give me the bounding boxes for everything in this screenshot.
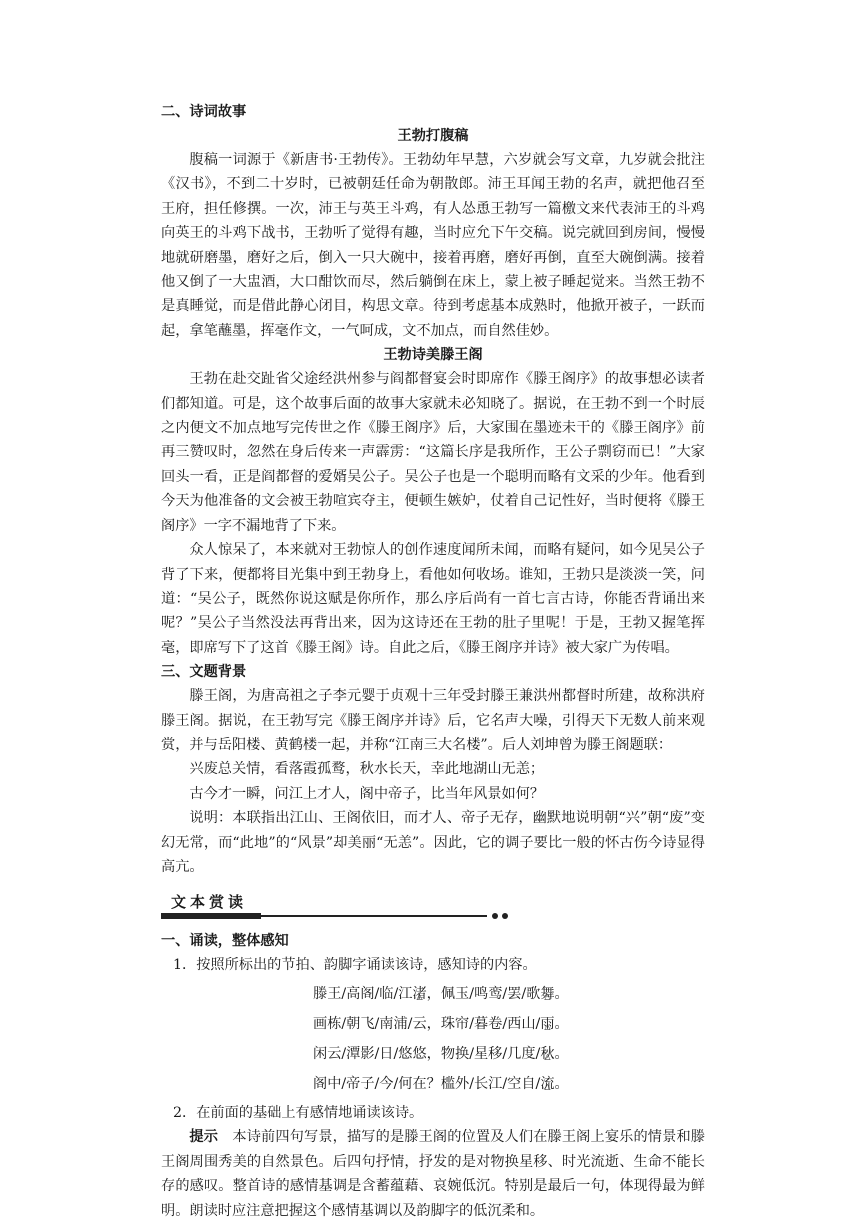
poem-line: 阁中/帝子/今/何在？槛外/长江/空自/流 △。 [313, 1069, 705, 1099]
document-page [161, 100, 705, 1223]
story-title-tengwangge: 王勃诗美滕王阁 [383, 347, 483, 364]
rhyme-mark: 秋 △ [540, 1039, 554, 1069]
banner-dot [502, 913, 508, 919]
background-paragraph: 滕王阁，为唐高祖之子李元婴于贞观十三年受封滕王兼洪州都督时所建，故称洪府滕王阁。据说，在王勃写完《滕王阁序并诗》后，它名声大噪，引得天下无数人前来观赏，并与岳阳楼、黄鹤楼一起，并称“江南三大名楼”。后人刘坤曾为滕王阁题联： [161, 688, 705, 753]
rhyme-mark: 舞 △ [540, 979, 554, 1009]
banner-dot [492, 913, 498, 919]
rhyme-mark: 渚 △ [412, 979, 426, 1009]
reading-banner [161, 891, 705, 925]
rhyme-mark: 雨 △ [540, 1009, 554, 1039]
banner-rule [261, 915, 487, 917]
tip-label: 提示 [189, 1129, 219, 1146]
question-1: 1．按照所标出的节拍、韵脚字诵读该诗，感知诗的内容。 [173, 957, 537, 974]
banner-title: 文本赏读 [171, 893, 248, 912]
story-paragraph: 腹稿一词源于《新唐书·王勃传》。王勃幼年早慧，六岁就会写文章，九岁就会批注《汉书》，不到二十岁时，已被朝廷任命为朝散郎。沛王耳闻王勃的名声，就把他召至王府，担任修撰。一次，沛王与英王斗鸡，有人怂恿王勃写一篇檄文来代表沛王的斗鸡向英王的斗鸡下战书，王勃听了觉得有趣，当时应允下午交稿。说完就回到房间，慢慢地就研磨墨，磨好之后，倒入一只大碗中，接着再磨，磨好再倒，直至大碗倒满。接着他又倒了一大盅酒，大口酣饮而尽，然后躺倒在床上，蒙上被子睡起觉来。当然王勃不是真睡觉，而是借此静心闭目，构思文章。待到考虑基本成熟时，他掀开被子，一跃而起，拿笔蘸墨，挥毫作文，一气呵成，文不加点，而自然佳妙。 [161, 152, 705, 339]
question-2: 2．在前面的基础上有感情地诵读该诗。 [173, 1105, 424, 1122]
story-paragraph: 众人惊呆了，本来就对王勃惊人的创作速度闻所未闻，而略有疑问，如今见吴公子背了下来，便都将目光集中到王勃身上，看他如何收场。谁知，王勃只是淡淡一笑，问道：“吴公子，既然你说这赋是你所作，那么序后尚有一首七言古诗，你能否背诵出来呢？”吴公子当然没法再背出来，因为这诗还在王勃的肚子里呢！于是，王勃又握笔挥毫，即席写下了这首《滕王阁》诗。自此之后，《滕王阁序并诗》被大家广为传唱。 [161, 542, 705, 656]
tip-paragraph [161, 1125, 705, 1223]
couplet-line: 古今才一瞬，问江上才人，阁中帝子，比当年风景如何？ [189, 785, 545, 802]
story-title-fugao: 王勃打腹稿 [397, 128, 469, 144]
poem-block [161, 979, 705, 1099]
story-paragraph: 王勃在赴交趾省父途经洪州参与阎都督宴会时即席作《滕王阁序》的故事想必读者们都知道。可是，这个故事后面的故事大家就未必知晓了。据说，在王勃不到一个时辰之内便文不加点地写完传世之作《滕王阁序》后，大家围在墨迹未干的《滕王阁序》前再三赞叹时，忽然在身后传来一声霹雳：“这篇长序是我所作，王公子剽窃而已！”大家回头一看，正是阎都督的爱婿吴公子。吴公子也是一个聪明而略有文采的少年。他看到今天为他准备的文会被王勃喧宾夺主，便顿生嫉妒，仗着自己记性好，当时便将《滕王阁序》一字不漏地背了下来。 [161, 371, 705, 534]
tip-text: 本诗前四句写景，描写的是滕王阁的位置及人们在滕王阁上宴乐的情景和滕王阁周围秀美的自然景色。后四句抒情，抒发的是对物换星移、时光流逝、生命不能长存的感叹。整首诗的感情基调是含蓄蕴藉、哀婉低沉。特别是最后一句，体现得最为鲜明。朗读时应注意把握这个感情基调以及韵脚字的低沉柔和。 [161, 1129, 705, 1219]
rhyme-mark: 流 △ [540, 1069, 554, 1099]
poem-line: 闲云/潭影/日/悠悠，物换/星移/几度/秋 △。 [313, 1039, 705, 1069]
banner-bar [161, 913, 261, 919]
reading-heading: 一、诵读，整体感知 [161, 933, 289, 950]
couplet-line: 兴废总关情，看落霞孤鹜，秋水长天，幸此地湖山无恙； [189, 761, 545, 778]
section-heading-poetry-stories: 二、诗词故事 [161, 104, 247, 120]
couplet-note: 说明：本联指出江山、王阁依旧，而才人、帝子无存，幽默地说明朝“兴”朝“废”变幻无常，而“此地”的“风景”却美丽“无恙”。因此，它的调子要比一般的怀古伤今诗显得高亢。 [161, 810, 705, 875]
poem-line: 滕王/高阁/临/江渚 △，佩玉/鸣鸾/罢/歌舞 △。 [313, 979, 705, 1009]
poem-line: 画栋/朝飞/南浦/云，珠帘/暮卷/西山/雨 △。 [313, 1009, 705, 1039]
section-heading-background: 三、文题背景 [161, 664, 247, 681]
